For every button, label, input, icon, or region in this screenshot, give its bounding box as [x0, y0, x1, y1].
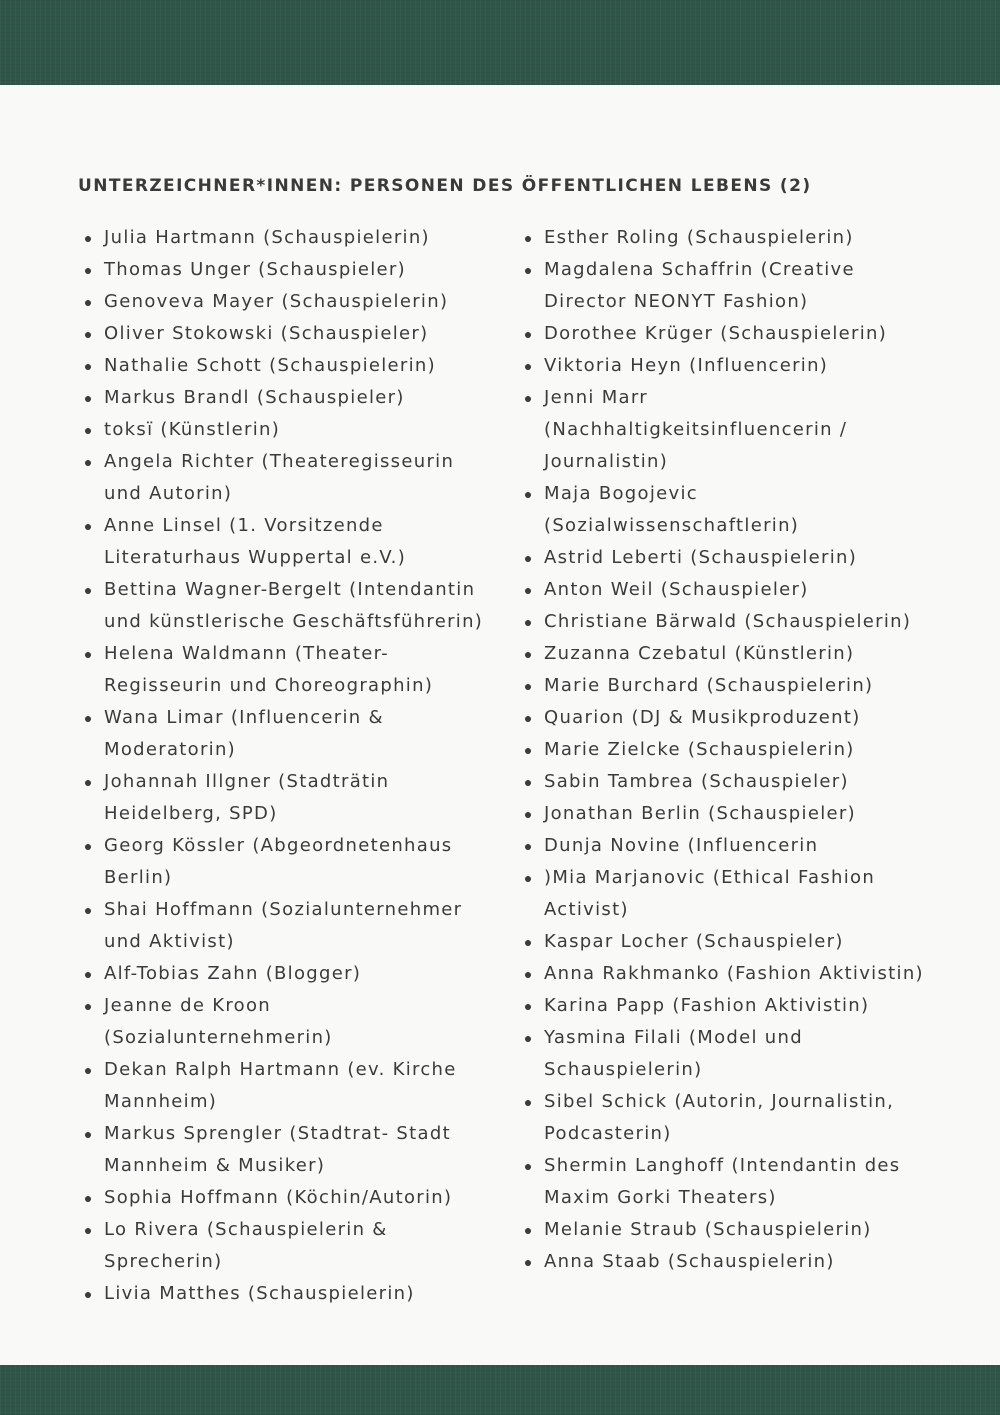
list-item: Alf-Tobias Zahn (Blogger) — [104, 958, 504, 990]
list-item: Marie Zielcke (Schauspielerin) — [544, 734, 964, 766]
list-item: Helena Waldmann (Theater- Regisseurin und Choreographin) — [104, 638, 504, 702]
list-item: Astrid Leberti (Schauspielerin) — [544, 542, 964, 574]
list-item: Bettina Wagner-Bergelt (Intendantin und künstlerische Geschäftsführerin) — [104, 574, 504, 638]
list-item: Sophia Hoffmann (Köchin/Autorin) — [104, 1182, 504, 1214]
list-item: Maja Bogojevic (Sozialwissenschaftlerin) — [544, 478, 964, 542]
list-item: Anne Linsel (1. Vorsitzende Literaturhaus Wuppertal e.V.) — [104, 510, 504, 574]
list-item: Shermin Langhoff (Intendantin des Maxim Gorki Theaters) — [544, 1150, 964, 1214]
list-item: Wana Limar (Influencerin & Moderatorin) — [104, 702, 504, 766]
list-item: Esther Roling (Schauspielerin) — [544, 222, 964, 254]
signatory-list-right — [544, 222, 964, 1278]
list-item: Jonathan Berlin (Schauspieler) — [544, 798, 964, 830]
list-item: Thomas Unger (Schauspieler) — [104, 254, 504, 286]
list-item: Quarion (DJ & Musikproduzent) — [544, 702, 964, 734]
list-item: Markus Sprengler (Stadtrat- Stadt Mannheim & Musiker) — [104, 1118, 504, 1182]
list-item: Jenni Marr (Nachhaltigkeitsinfluencerin / Journalistin) — [544, 382, 964, 478]
list-item: Melanie Straub (Schauspielerin) — [544, 1214, 964, 1246]
list-item: Karina Papp (Fashion Aktivistin) — [544, 990, 964, 1022]
list-item: Shai Hoffmann (Sozialunternehmer und Aktivist) — [104, 894, 504, 958]
list-item: Christiane Bärwald (Schauspielerin) — [544, 606, 964, 638]
page-title: UNTERZEICHNER*INNEN: PERSONEN DES ÖFFENTLICHEN LEBENS (2) — [78, 176, 812, 196]
list-item: )Mia Marjanovic (Ethical Fashion Activist) — [544, 862, 964, 926]
list-item: Sabin Tambrea (Schauspieler) — [544, 766, 964, 798]
list-item: Sibel Schick (Autorin, Journalistin, Podcasterin) — [544, 1086, 964, 1150]
list-item: Lo Rivera (Schauspielerin & Sprecherin) — [104, 1214, 504, 1278]
list-item: Livia Matthes (Schauspielerin) — [104, 1278, 504, 1310]
bottom-footer-band — [0, 1365, 1000, 1415]
list-item: Zuzanna Czebatul (Künstlerin) — [544, 638, 964, 670]
list-item: Kaspar Locher (Schauspieler) — [544, 926, 964, 958]
list-item: Dunja Novine (Influencerin — [544, 830, 964, 862]
list-item: Georg Kössler (Abgeordnetenhaus Berlin) — [104, 830, 504, 894]
list-item: Angela Richter (Theateregisseurin und Autorin) — [104, 446, 504, 510]
list-item: Marie Burchard (Schauspielerin) — [544, 670, 964, 702]
list-item: Johannah Illgner (Stadträtin Heidelberg, SPD) — [104, 766, 504, 830]
list-item: Markus Brandl (Schauspieler) — [104, 382, 504, 414]
signatory-list-left — [104, 222, 504, 1310]
top-header-band — [0, 0, 1000, 85]
list-item: Dekan Ralph Hartmann (ev. Kirche Mannheim) — [104, 1054, 504, 1118]
list-item: Anna Rakhmanko (Fashion Aktivistin) — [544, 958, 964, 990]
list-item: Jeanne de Kroon (Sozialunternehmerin) — [104, 990, 504, 1054]
list-item: Oliver Stokowski (Schauspieler) — [104, 318, 504, 350]
list-item: Julia Hartmann (Schauspielerin) — [104, 222, 504, 254]
list-item: toksï (Künstlerin) — [104, 414, 504, 446]
list-item: Anna Staab (Schauspielerin) — [544, 1246, 964, 1278]
list-item: Nathalie Schott (Schauspielerin) — [104, 350, 504, 382]
list-item: Genoveva Mayer (Schauspielerin) — [104, 286, 504, 318]
list-item: Viktoria Heyn (Influencerin) — [544, 350, 964, 382]
list-item: Anton Weil (Schauspieler) — [544, 574, 964, 606]
list-item: Magdalena Schaffrin (Creative Director NEONYT Fashion) — [544, 254, 964, 318]
list-item: Yasmina Filali (Model und Schauspielerin) — [544, 1022, 964, 1086]
list-item: Dorothee Krüger (Schauspielerin) — [544, 318, 964, 350]
